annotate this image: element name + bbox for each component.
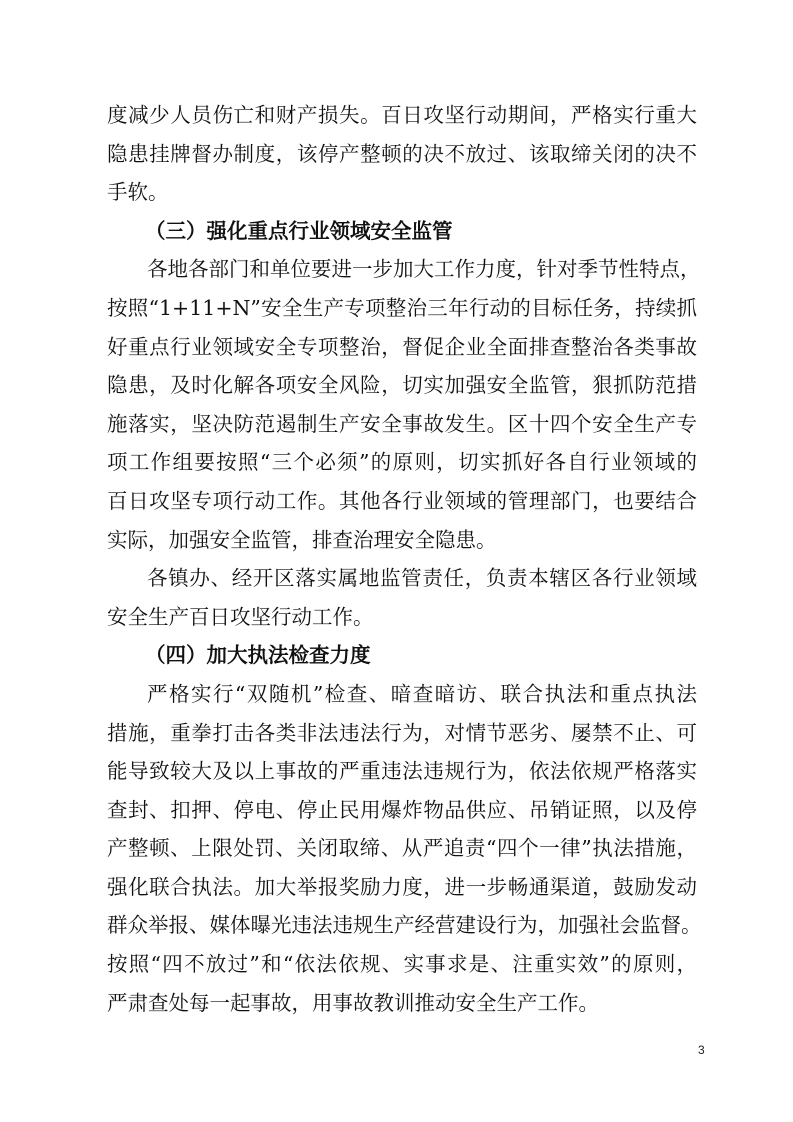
text-line: 安全生产百日攻坚行动工作。 [107,604,374,629]
page-number: 3 [698,1043,705,1057]
text-line: 实际，加强安全监管，排查治理安全隐患。 [107,527,497,552]
text-line: 查封、扣押、停电、停止民用爆炸物品供应、吊销证照，以及停 [107,797,697,822]
text-line: 强化联合执法。加大举报奖励力度，进一步畅通渠道，鼓励发动 [107,874,697,899]
text-line: 严肃查处每一起事故，用事故教训推动安全生产工作。 [107,990,599,1015]
text-line: 施落实，坚决防范遏制生产安全事故发生。区十四个安全生产专 [107,411,697,436]
text-line: 隐患挂牌督办制度，该停产整顿的决不放过、该取缔关闭的决不 [107,141,697,166]
paragraph-first-line: 各地各部门和单位要进一步加大工作力度，针对季节性特点， [147,257,701,282]
text-line: 手软。 [107,180,169,205]
text-line: 能导致较大及以上事故的严重违法违规行为，依法依规严格落实 [107,759,697,784]
text-line: 措施，重拳打击各类非法违法行为，对情节恶劣、屡禁不止、可 [107,720,697,745]
text-line: 好重点行业领域安全专项整治，督促企业全面排查整治各类事故 [107,334,697,359]
document-body [107,96,702,1022]
text-line: 群众举报、媒体曝光违法违规生产经营建设行为，加强社会监督。 [107,913,702,938]
text-line: 产整顿、上限处罚、关闭取缔、从严追责“四个一律”执法措施， [107,836,697,861]
paragraph-first-line: 严格实行“双随机”检查、暗查暗访、联合执法和重点执法 [147,681,697,706]
text-line: 隐患，及时化解各项安全风险，切实加强安全监管，狠抓防范措 [107,373,697,398]
text-line: 百日攻坚专项行动工作。其他各行业领域的管理部门，也要结合 [107,488,697,513]
section-heading-3: （三）强化重点行业领域安全监管 [145,218,453,243]
paragraph-first-line: 各镇办、经开区落实属地监管责任，负责本辖区各行业领域 [147,566,697,591]
text-line: 项工作组要按照“三个必须”的原则，切实抓好各自行业领域的 [107,450,697,475]
section-heading-4: （四）加大执法检查力度 [145,643,371,668]
text-line: 按照“四不放过”和“依法依规、实事求是、注重实效”的原则， [107,952,697,977]
text-line: 按照“1+11+N”安全生产专项整治三年行动的目标任务，持续抓 [107,295,697,320]
text-line: 度减少人员伤亡和财产损失。百日攻坚行动期间，严格实行重大 [107,103,697,127]
